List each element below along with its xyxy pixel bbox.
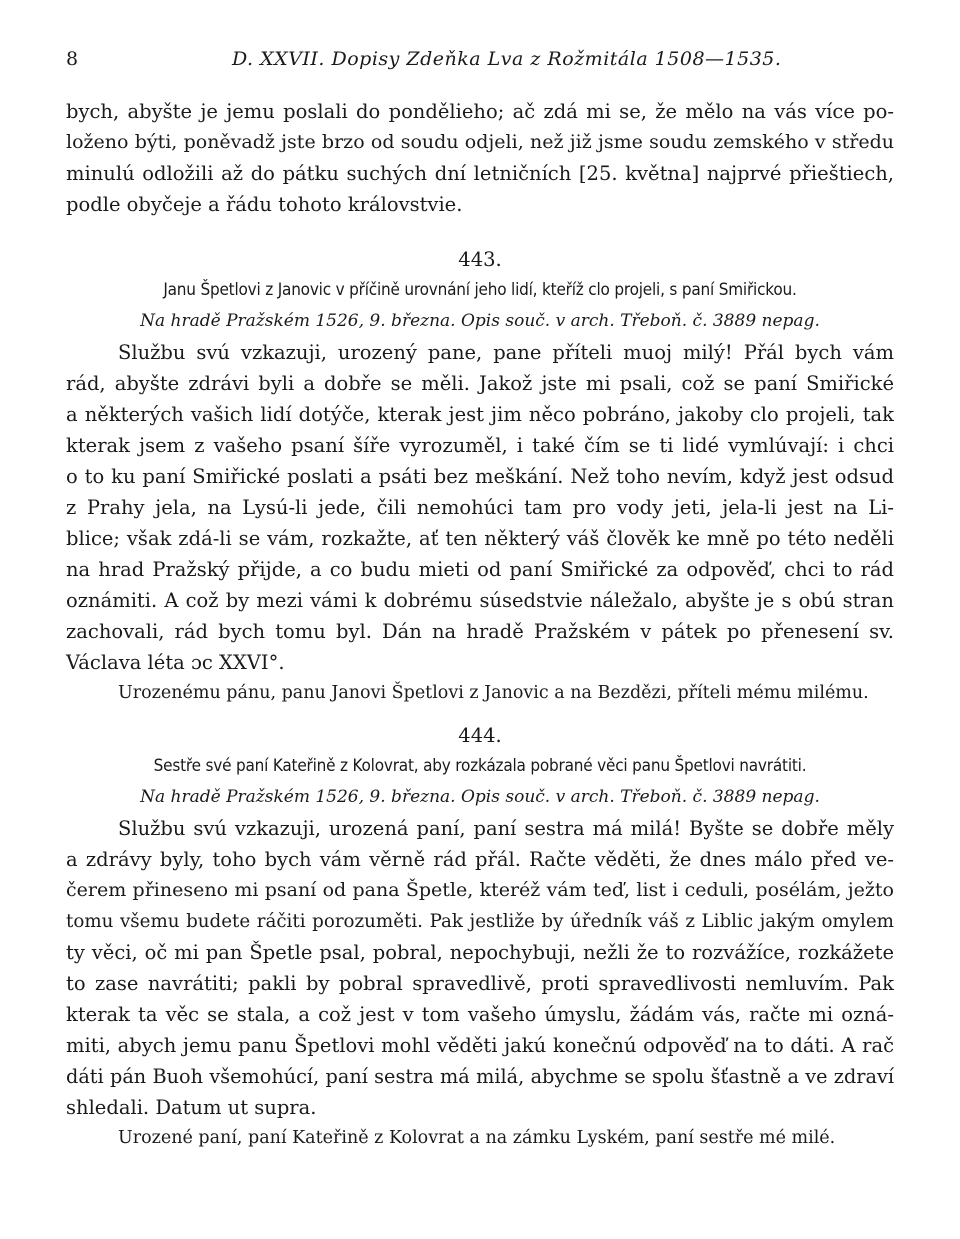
letter-number: 443. bbox=[458, 248, 502, 271]
text-line: ty věci, oč mi pan Špetle psal, pobral, nepochybuji, nežli že to rozvážíce, rozkážete bbox=[66, 941, 894, 964]
text-line: Václava léta ɔc XXVI°. bbox=[66, 651, 285, 674]
running-title: D. XXVII. Dopisy Zdeňka Lva z Rožmitála 1508—1535. bbox=[232, 48, 782, 70]
text-line: z Prahy jela, na Lysú-li jede, čili nemohúci tam pro vody jeti, jela-li jest na Li- bbox=[66, 496, 894, 519]
letter-443 bbox=[66, 244, 894, 709]
text-line: rád, abyšte zdrávi byli a dobře se měli. Jakož jste mi psali, což se paní Smiřické bbox=[66, 372, 894, 395]
letter-title: Sestře své paní Kateřině z Kolovrat, aby rozkázala pobrané věci panu Špetlovi navrátiti. bbox=[153, 756, 807, 776]
letter-source: Na hradě Pražském 1526, 9. března. Opis souč. v arch. Třeboň. č. 3889 nepag. bbox=[140, 311, 820, 331]
text-line: blice; však zdá-li se vám, rozkažte, ať ten některý váš člověk ke mně po této neděli bbox=[66, 527, 894, 550]
text-line: tomu všemu budete ráčiti porozuměti. Pak jestliže by úředník váš z Liblic jakým omylem bbox=[66, 911, 894, 932]
letter-number: 444. bbox=[458, 724, 502, 747]
text-line: Službu svú vzkazuji, urozená paní, paní sestra má milá! Byšte se dobře měly bbox=[118, 817, 894, 840]
text-line: kterak ta věc se stala, a což jest v tom vašeho úmyslu, žádám vás, račte mi ozná- bbox=[66, 1003, 894, 1026]
letter-address: Urozenému pánu, panu Janovi Špetlovi z Janovic a na Bezdězi, příteli mému milému. bbox=[118, 683, 869, 703]
text-line: kterak jsem z vašeho psaní šíře vyrozuměl, i také čím se ti lidé vymlúvají: i chci bbox=[66, 434, 894, 457]
text-line: bych, abyšte je jemu poslali do pondělieho; ač zdá mi se, že mělo na vás více po- bbox=[66, 100, 894, 123]
letter-source: Na hradě Pražském 1526, 9. března. Opis souč. v arch. Třeboň. č. 3889 nepag. bbox=[140, 787, 820, 807]
text-line: miti, abych jemu panu Špetlovi mohl věděti jakú konečnú odpověď na to dáti. A rač bbox=[66, 1034, 894, 1057]
text-line: to zase navrátiti; pakli by pobral spravedlivě, proti spravedlivosti nemluvím. Pak bbox=[66, 972, 894, 995]
letter-title: Janu Špetlovi z Janovic v příčině urovnání jeho lidí, kteříž clo projeli, s paní Smiřickou. bbox=[163, 280, 797, 300]
text-line: čerem přineseno mi psaní od pana Špetle, kteréž vám teď, list i ceduli, posélám, ježto bbox=[66, 879, 894, 901]
text-line: minulú odložili až do pátku suchých dní letničních [25. května] najprvé přieštiech, bbox=[66, 162, 894, 185]
text-line: shledali. Datum ut supra. bbox=[66, 1096, 317, 1119]
text-line: o to ku paní Smiřické poslati a psáti bez meškání. Než toho nevím, když jest odsud bbox=[66, 465, 894, 488]
text-line: oznámiti. A což by mezi vámi k dobrému súsedstvie náležalo, abyšte je s obú stran bbox=[66, 589, 894, 612]
text-line: zachovali, rád bych tomu byl. Dán na hradě Pražském v pátek po přenesení sv. bbox=[66, 620, 894, 643]
letter-444 bbox=[66, 720, 894, 1154]
text-line: na hrad Pražský přijde, a co budu mieti od paní Smiřické za odpověď, chci to rád bbox=[66, 558, 894, 581]
letter-address: Urozené paní, paní Kateřině z Kolovrat a na zámku Lyském, paní sestře mé milé. bbox=[118, 1128, 836, 1148]
text-line: Službu svú vzkazuji, urozený pane, pane příteli muoj milý! Přál bych vám bbox=[118, 341, 894, 364]
text-line: podle obyčeje a řádu tohoto královstvie. bbox=[66, 193, 463, 216]
text-line: loženo býti, poněvadž jste brzo od soudu odjeli, než již jsme soudu zemského v středu bbox=[66, 131, 894, 153]
text-line: dáti pán Buoh všemohúcí, paní sestra má milá, abychme se spolu šťastně a ve zdraví bbox=[66, 1065, 894, 1088]
text-line: a některých vašich lidí dotýče, kterak jest jim něco pobráno, jakoby clo projeli, tak bbox=[66, 403, 894, 426]
text-line: a zdrávy byly, toho bych vám věrně rád přál. Račte věděti, že dnes málo před ve- bbox=[66, 848, 894, 871]
intro-paragraph bbox=[66, 96, 894, 220]
page-header bbox=[66, 48, 894, 76]
page-number: 8 bbox=[66, 48, 79, 70]
